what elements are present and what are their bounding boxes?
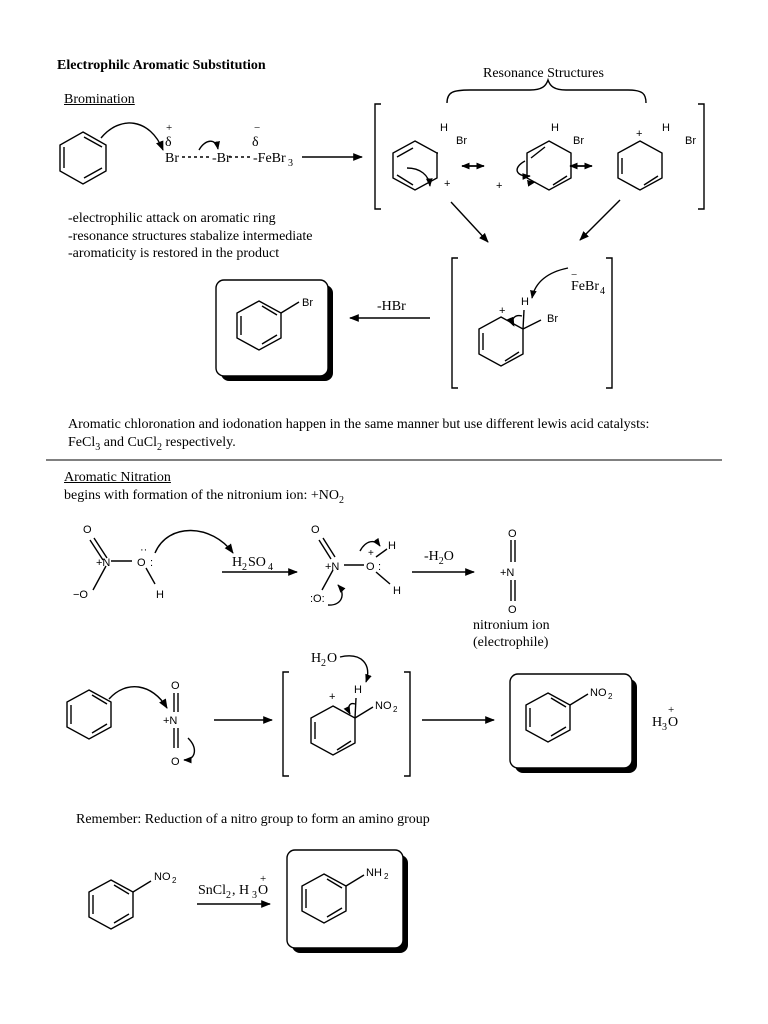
svg-text:H: H: [662, 122, 670, 134]
svg-text:2: 2: [393, 705, 398, 714]
svg-text:3: 3: [252, 890, 257, 901]
svg-text:NH: NH: [366, 867, 382, 879]
svg-text::: :: [378, 561, 382, 573]
svg-text:H: H: [232, 555, 243, 570]
resonance-structures-label: Resonance Structures: [483, 66, 604, 81]
svg-text:H: H: [354, 684, 362, 696]
svg-text:H: H: [388, 540, 396, 552]
svg-text:+: +: [166, 122, 173, 134]
svg-text:+: +: [368, 548, 374, 559]
svg-text:−: −: [254, 122, 261, 134]
svg-text:2: 2: [172, 876, 177, 885]
halogen-note-line-1: Aromatic chloronation and iodonation happen in the same manner but use different lewis acid catalysts:: [68, 417, 650, 432]
svg-text:H: H: [551, 122, 559, 134]
svg-text:+: +: [668, 704, 675, 716]
page-title: Electrophilc Aromatic Substitution: [57, 58, 266, 73]
svg-text:SO: SO: [248, 555, 266, 570]
svg-text:O: O: [311, 524, 320, 536]
svg-text:O: O: [258, 883, 269, 898]
svg-text:O: O: [83, 524, 92, 536]
svg-text:+: +: [496, 180, 503, 192]
minus-hbr-label: -HBr: [377, 299, 406, 314]
svg-text:−O: −O: [73, 589, 88, 601]
note-line-2: -resonance structures stabalize intermediate: [68, 229, 313, 244]
bromination-heading: Bromination: [64, 92, 135, 107]
svg-text:-FeBr: -FeBr: [253, 151, 286, 166]
svg-text:4: 4: [600, 286, 605, 297]
note-line-3: -aromaticity is restored in the product: [68, 246, 280, 261]
svg-text:H: H: [393, 585, 401, 597]
svg-text:2: 2: [242, 562, 247, 573]
svg-text:O: O: [137, 557, 146, 569]
svg-text:O: O: [171, 680, 180, 692]
br-br-arrow: [199, 141, 218, 150]
svg-text:H: H: [521, 296, 529, 308]
svg-text:Br: Br: [573, 135, 584, 147]
svg-text:+N: +N: [96, 557, 111, 569]
minus-h2o-label: $-H_2O$: [424, 549, 454, 567]
attack-arrow: [101, 123, 163, 150]
svg-text:+N: +N: [163, 715, 178, 727]
svg-text::: :: [150, 557, 154, 569]
svg-text:Br: Br: [165, 151, 179, 166]
reagent-label: SnCl: [198, 883, 227, 898]
svg-text:2: 2: [226, 890, 231, 901]
svg-text:NO: NO: [375, 700, 392, 712]
benzene-ring: [60, 132, 106, 184]
reduction-note: Remember: Reduction of a nitro group to form an amino group: [76, 812, 430, 827]
svg-text:+N: +N: [325, 561, 340, 573]
svg-text:O: O: [508, 528, 517, 540]
svg-text:O: O: [327, 651, 338, 666]
svg-text:NO: NO: [154, 871, 171, 883]
svg-text:2: 2: [384, 872, 389, 881]
svg-text:FeBr: FeBr: [571, 279, 599, 294]
svg-text:δ: δ: [252, 135, 259, 150]
svg-text:O: O: [668, 715, 679, 730]
electrophile-label: (electrophile): [473, 635, 549, 650]
svg-text:NO: NO: [590, 687, 607, 699]
svg-text:+: +: [636, 128, 643, 140]
svg-text:H: H: [652, 715, 663, 730]
note-line-1: -electrophilic attack on aromatic ring: [68, 211, 276, 226]
svg-text:, H: , H: [232, 883, 250, 898]
svg-text:3: 3: [662, 722, 667, 733]
svg-text:2: 2: [321, 658, 326, 669]
svg-text:+: +: [499, 305, 506, 317]
svg-text:O: O: [508, 604, 517, 616]
svg-text:H: H: [156, 589, 164, 601]
svg-text:Br: Br: [302, 297, 313, 309]
svg-text:O: O: [366, 561, 375, 573]
svg-text:-Br: -Br: [212, 151, 231, 166]
svg-text:··: ··: [140, 544, 148, 556]
svg-text:−: −: [571, 269, 578, 281]
svg-text:4: 4: [268, 562, 273, 573]
svg-text:δ: δ: [165, 135, 172, 150]
svg-text:+: +: [444, 178, 451, 190]
svg-text:+: +: [329, 691, 336, 703]
svg-text:Br: Br: [685, 135, 696, 147]
svg-text:H: H: [311, 651, 322, 666]
svg-text:+N: +N: [500, 567, 515, 579]
svg-text::O:: :O:: [310, 593, 325, 605]
svg-text:Br: Br: [456, 135, 467, 147]
svg-text:+: +: [260, 873, 267, 885]
svg-text:2: 2: [608, 692, 613, 701]
nitration-intro: begins with formation of the nitronium ion: $+NO_2$: [64, 488, 345, 506]
nitration-heading: Aromatic Nitration: [64, 470, 171, 485]
svg-text:H: H: [440, 122, 448, 134]
svg-text:3: 3: [288, 158, 293, 169]
svg-text:Br: Br: [547, 313, 558, 325]
halogen-note-line-2: FeCl$_3$ and CuCl$_2$ respectively.: [68, 435, 236, 453]
nitronium-ion-label: nitronium ion: [473, 618, 550, 633]
svg-text:O: O: [171, 756, 180, 768]
